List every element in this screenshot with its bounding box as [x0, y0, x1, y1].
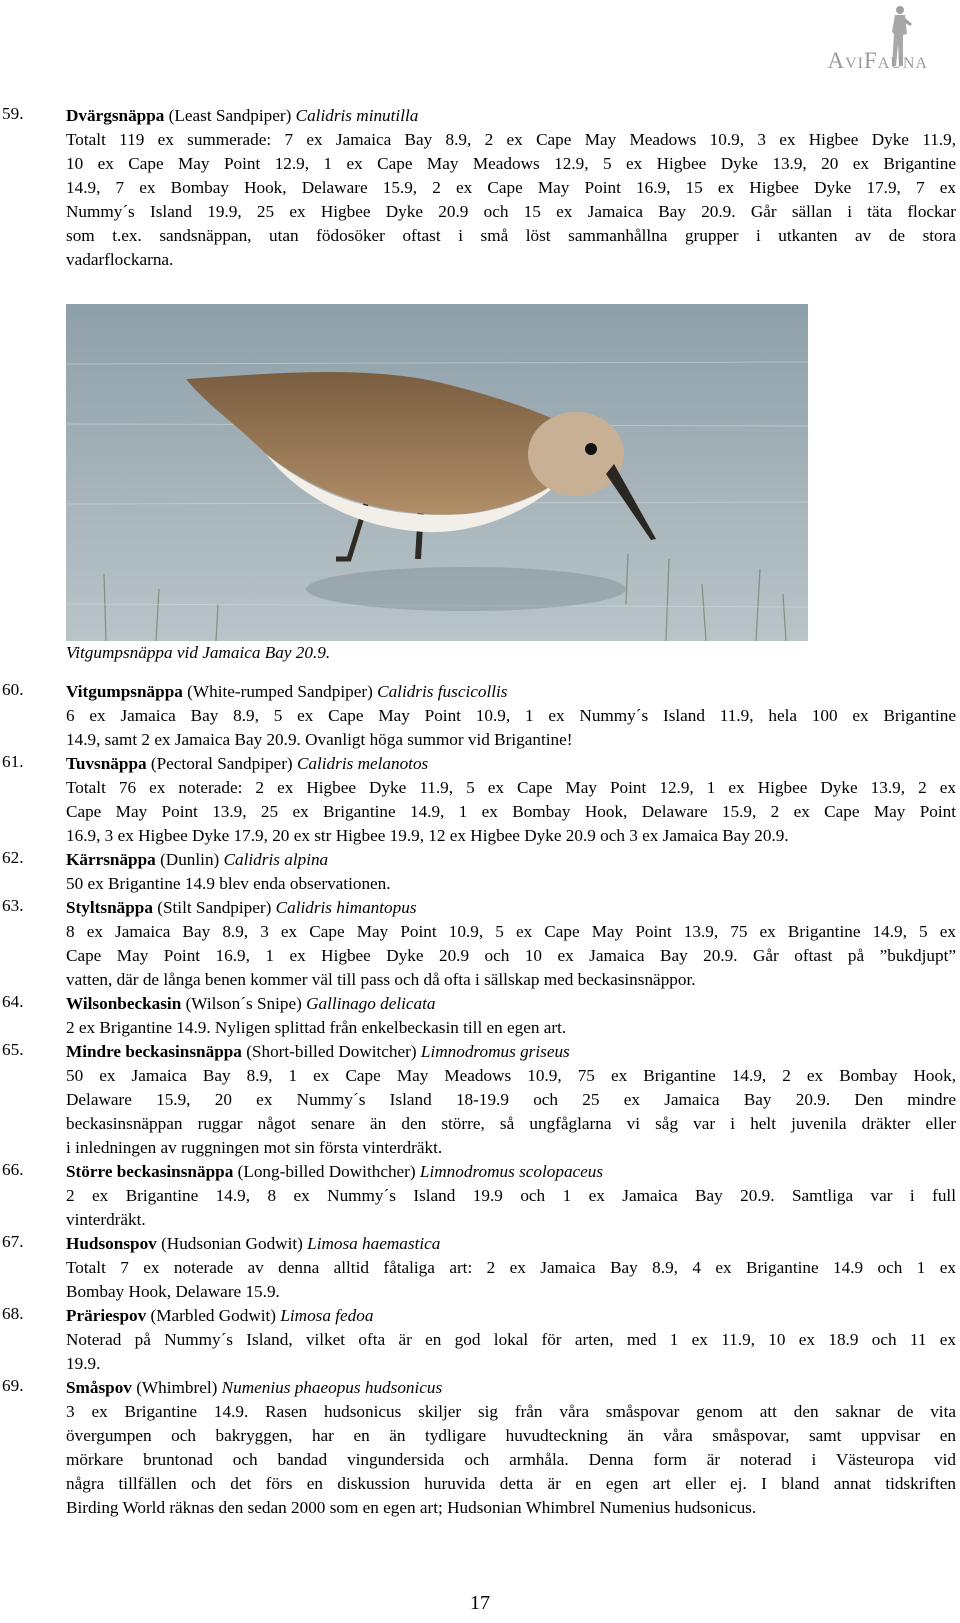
species-name: Småspov	[66, 1378, 132, 1397]
text-line: Nummy´s Island 19.9, 25 ex Higbee Dyke 20.9 och 15 ex Jamaica Bay 20.9. Går sällan i täta flockar	[66, 202, 956, 221]
entry-number: 62.	[2, 848, 24, 867]
text-line: Birding World räknas den sedan 2000 som en egen art; Hudsonian Whimbrel Numenius hudsonicus.	[66, 1498, 757, 1517]
species-name: Större beckasinsnäppa	[66, 1162, 234, 1181]
text-line: i inledningen av ruggningen mot sin första vinterdräkt.	[66, 1138, 443, 1157]
entry-text	[66, 1016, 956, 1040]
text-line: 16.9, 3 ex Higbee Dyke 17.9, 20 ex str Higbee 19.9, 12 ex Higbee Dyke 20.9 och 3 ex Jamaica Bay 20.9.	[66, 826, 789, 845]
avifauna-logo	[768, 4, 928, 74]
scientific-name: Gallinago delicata	[306, 994, 436, 1013]
english-name: (Marbled Godwit)	[146, 1306, 281, 1325]
text-line: Noterad på Nummy´s Island, vilket ofta är en god lokal för arten, med 1 ex 11.9, 10 ex 18.9 och 11 ex	[66, 1330, 956, 1349]
entry-number: 65.	[2, 1040, 24, 1059]
text-line: vinterdräkt.	[66, 1210, 146, 1229]
species-name: Präriespov	[66, 1306, 147, 1325]
english-name: (Whimbrel)	[131, 1378, 222, 1397]
entry-text	[66, 128, 956, 272]
sandpiper-photo	[66, 304, 808, 641]
entry-number: 63.	[2, 896, 24, 915]
english-name: (Least Sandpiper)	[164, 106, 296, 125]
text-line: 10 ex Cape May Point 12.9, 1 ex Cape May Meadows 12.9, 5 ex Higbee Dyke 13.9, 20 ex Brigantine	[66, 154, 956, 173]
text-line: 50 ex Jamaica Bay 8.9, 1 ex Cape May Meadows 10.9, 75 ex Brigantine 14.9, 2 ex Bombay Hook,	[66, 1066, 956, 1085]
scientific-name: Calidris alpina	[223, 850, 329, 869]
species-name: Vitgumpsnäppa	[66, 682, 183, 701]
entry-number: 69.	[2, 1376, 24, 1395]
species-name: Tuvsnäppa	[66, 754, 147, 773]
scientific-name: Limnodromus griseus	[420, 1042, 570, 1061]
text-line: 3 ex Brigantine 14.9. Rasen hudsonicus skiljer sig från våra småspovar genom att den saknar de vita	[66, 1402, 956, 1421]
entry-number: 61.	[2, 752, 24, 771]
entry-number: 59.	[2, 104, 24, 123]
text-line: övergumpen och bakryggen, har en än tydligare huvudteckning än våra småspovar, samt uppvisar en	[66, 1426, 956, 1445]
entry-text	[66, 1256, 956, 1304]
scientific-name: Calidris himantopus	[275, 898, 417, 917]
scientific-name: Limosa fedoa	[280, 1306, 374, 1325]
scientific-name: Numenius phaeopus hudsonicus	[221, 1378, 443, 1397]
scientific-name: Limosa haemastica	[307, 1234, 441, 1253]
page-number: 17	[470, 1592, 490, 1614]
entry-number: 60.	[2, 680, 24, 699]
species-name: Mindre beckasinsnäppa	[66, 1042, 242, 1061]
text-line: vadarflockarna.	[66, 250, 174, 269]
text-line: som t.ex. sandsnäppan, utan födosöker oftast i små löst sammanhållna grupper i utkanten av de stora	[66, 226, 956, 245]
logo-text: AviFauna	[827, 48, 928, 73]
text-line: vatten, där de långa benen kommer väl till pass och då ofta i sällskap med beckasinsnäppor.	[66, 970, 696, 989]
entry-text	[66, 776, 956, 848]
scientific-name: Limnodromus scolopaceus	[419, 1162, 604, 1181]
text-line: Totalt 76 ex noterade: 2 ex Higbee Dyke 11.9, 5 ex Cape May Point 12.9, 1 ex Higbee Dyke 13.9, 2 ex	[66, 778, 956, 797]
text-line: Cape May Point 16.9, 1 ex Higbee Dyke 20.9 och 10 ex Jamaica Bay 20.9. Går oftast på ”bukdjupt”	[66, 946, 956, 965]
text-line: 14.9, samt 2 ex Jamaica Bay 20.9. Ovanligt höga summor vid Brigantine!	[66, 730, 573, 749]
text-line: 6 ex Jamaica Bay 8.9, 5 ex Cape May Point 10.9, 1 ex Nummy´s Island 11.9, hela 100 ex Brigantine	[66, 706, 956, 725]
entry-number: 64.	[2, 992, 24, 1011]
entry-text	[66, 920, 956, 992]
text-line: mörkare bruntonad och bandad vingundersida och armhåla. Denna form är noterad i Västeuropa vid	[66, 1450, 956, 1469]
text-line: 19.9.	[66, 1354, 101, 1373]
scientific-name: Calidris fuscicollis	[377, 682, 508, 701]
text-line: Bombay Hook, Delaware 15.9.	[66, 1282, 280, 1301]
entry-text	[66, 1184, 956, 1232]
english-name: (Dunlin)	[155, 850, 224, 869]
entry-number: 66.	[2, 1160, 24, 1179]
text-line: 8 ex Jamaica Bay 8.9, 3 ex Cape May Point 10.9, 5 ex Cape May Point 13.9, 75 ex Brigantine 14.9, 5 ex	[66, 922, 956, 941]
english-name: (Short-billed Dowitcher)	[241, 1042, 421, 1061]
text-line: beckasinsnäppan ruggar något senare än den större, så ungfåglarna vi såg var i helt juvenila dräkter eller	[66, 1114, 956, 1133]
entry-number: 68.	[2, 1304, 24, 1323]
text-line: 2 ex Brigantine 14.9. Nyligen splittad från enkelbeckasin till en egen art.	[66, 1018, 567, 1037]
english-name: (Wilson´s Snipe)	[181, 994, 307, 1013]
species-name: Kärrsnäppa	[66, 850, 156, 869]
text-line: 50 ex Brigantine 14.9 blev enda observationen.	[66, 874, 391, 893]
text-line: 14.9, 7 ex Bombay Hook, Delaware 15.9, 2 ex Cape May Point 16.9, 15 ex Higbee Dyke 17.9, 7 ex	[66, 178, 956, 197]
species-name: Dvärgsnäppa	[66, 106, 165, 125]
species-name: Styltsnäppa	[66, 898, 153, 917]
entry-text	[66, 704, 956, 752]
species-name: Hudsonspov	[66, 1234, 157, 1253]
english-name: (White-rumped Sandpiper)	[182, 682, 378, 701]
text-line: Delaware 15.9, 20 ex Nummy´s Island 18-19.9 och 25 ex Jamaica Bay 20.9. Den mindre	[66, 1090, 956, 1109]
entry-number: 67.	[2, 1232, 24, 1251]
text-line: Totalt 7 ex noterade av denna alltid fåtaliga art: 2 ex Jamaica Bay 8.9, 4 ex Brigantine 14.9 och 1 ex	[66, 1258, 956, 1277]
scientific-name: Calidris melanotos	[296, 754, 429, 773]
text-line: några tillfällen och det förs en diskussion huruvida detta är en egen art eller ej. I bland annat tidskriften	[66, 1474, 956, 1493]
entry-text	[66, 1064, 956, 1160]
text-line: Totalt 119 ex summerade: 7 ex Jamaica Bay 8.9, 2 ex Cape May Meadows 10.9, 3 ex Higbee Dyke 11.9,	[66, 130, 956, 149]
text-line: Cape May Point 13.9, 25 ex Brigantine 14.9, 1 ex Bombay Hook, Delaware 15.9, 2 ex Cape May Point	[66, 802, 956, 821]
english-name: (Long-billed Dowithcher)	[233, 1162, 420, 1181]
entry-text	[66, 1328, 956, 1376]
photo-caption: Vitgumpsnäppa vid Jamaica Bay 20.9.	[66, 643, 331, 662]
entry-text	[66, 1400, 956, 1520]
english-name: (Pectoral Sandpiper)	[146, 754, 297, 773]
species-name: Wilsonbeckasin	[66, 994, 182, 1013]
scientific-name: Calidris minutilla	[295, 106, 419, 125]
entry-text	[66, 872, 956, 896]
english-name: (Stilt Sandpiper)	[152, 898, 276, 917]
text-line: 2 ex Brigantine 14.9, 8 ex Nummy´s Island 19.9 och 1 ex Jamaica Bay 20.9. Samtliga var i full	[66, 1186, 956, 1205]
english-name: (Hudsonian Godwit)	[156, 1234, 308, 1253]
